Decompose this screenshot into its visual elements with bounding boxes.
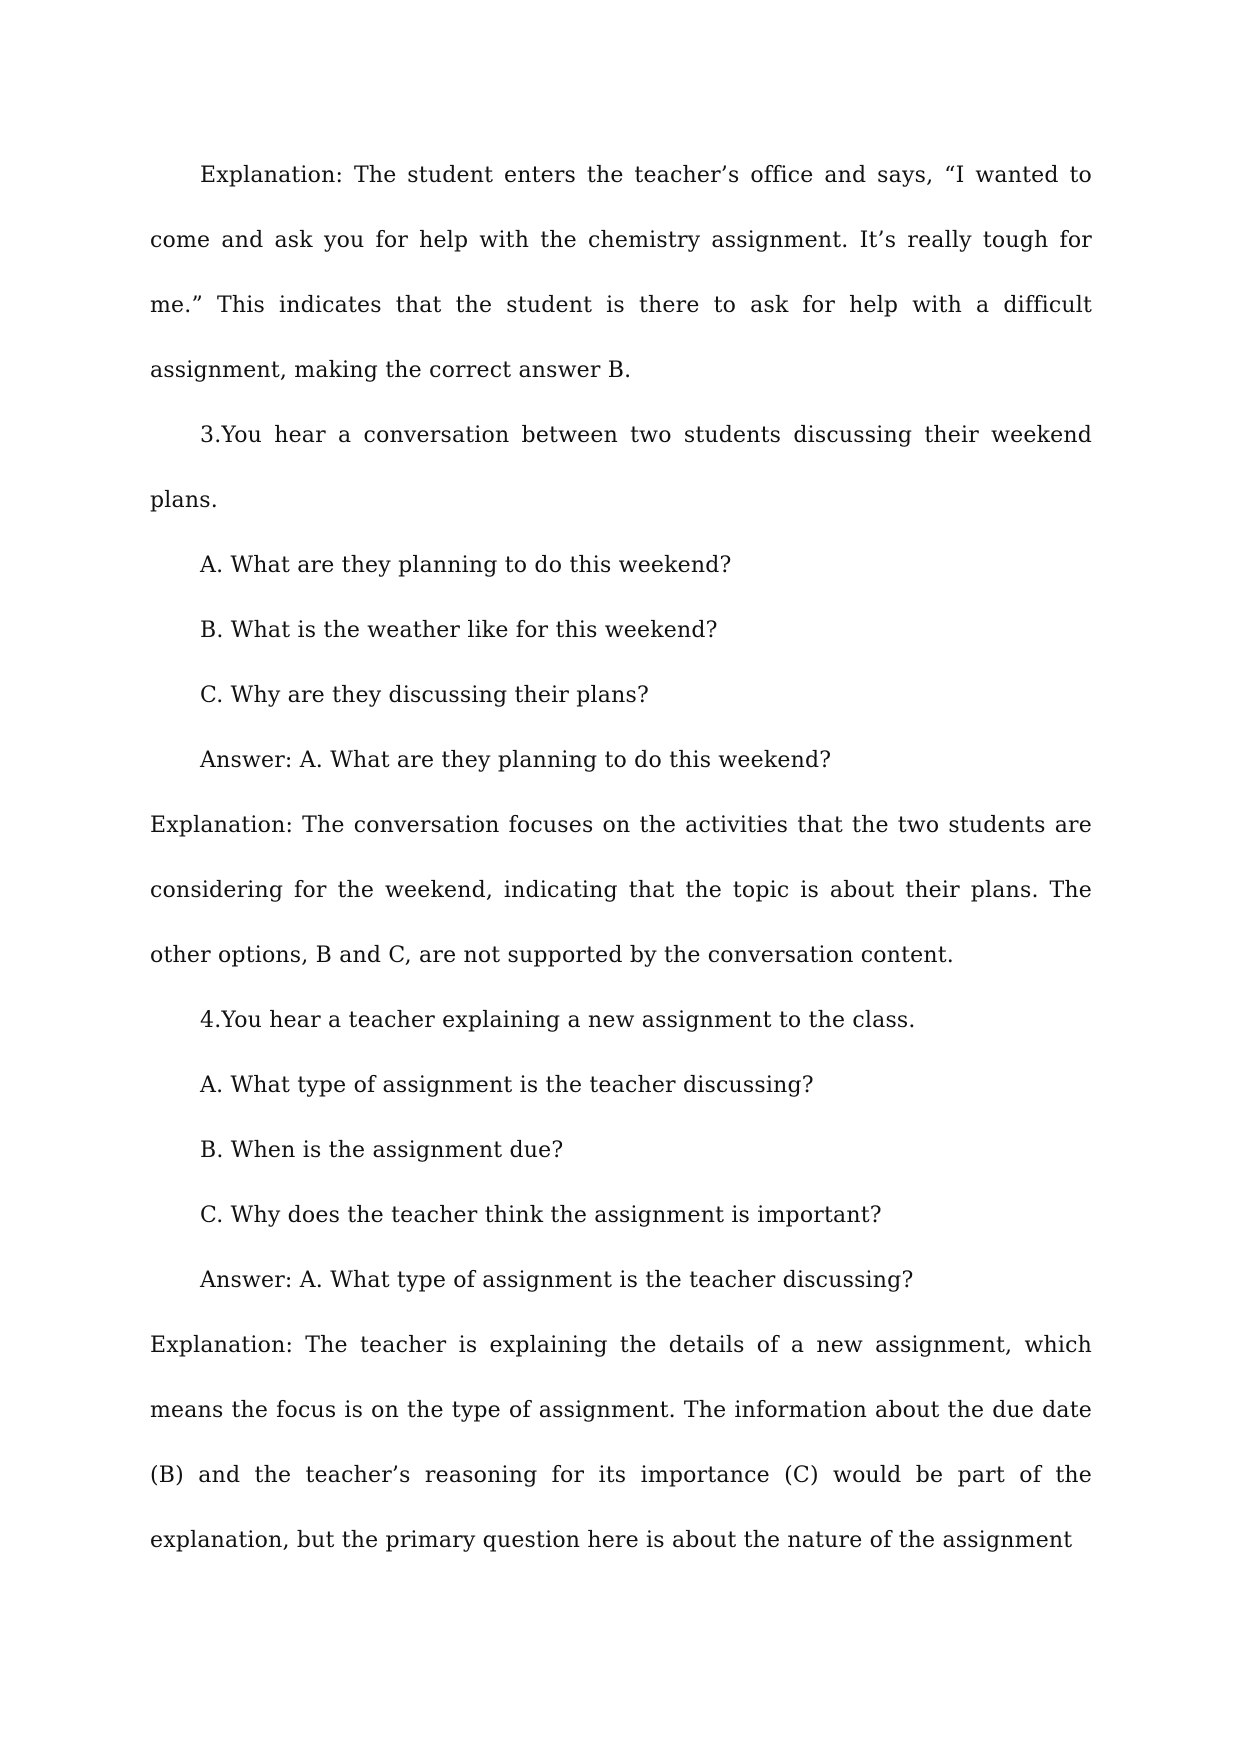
- q4-answer: Answer: A. What type of assignment is the teacher discussing?: [200, 1268, 914, 1293]
- q4-option-a: A. What type of assignment is the teacher discussing?: [200, 1073, 814, 1098]
- q3-option-c: C. Why are they discussing their plans?: [200, 683, 649, 708]
- question-3: 3.You hear a conversation between two students discussing their weekend plans.: [150, 423, 1092, 513]
- explanation-paragraph: Explanation: The teacher is explaining the details of a new assignment, which means the focus is on the type of assignment. The information about the due date (B) and the teacher’s reasoning for its importance (C) would be part of the explanation, but the primary question here is about the nature of the assignment: [150, 1333, 1092, 1553]
- document-body: [150, 143, 1092, 1573]
- q3-option-b: B. What is the weather like for this weekend?: [200, 618, 718, 643]
- q4-option-c: C. Why does the teacher think the assignment is important?: [200, 1203, 882, 1228]
- q3-option-a: A. What are they planning to do this weekend?: [200, 553, 732, 578]
- explanation-paragraph: Explanation: The conversation focuses on the activities that the two students are considering for the weekend, indicating that the topic is about their plans. The other options, B and C, are not supported by the conversation content.: [150, 813, 1092, 968]
- q4-option-b: B. When is the assignment due?: [200, 1138, 564, 1163]
- question-4: 4.You hear a teacher explaining a new assignment to the class.: [200, 1008, 916, 1033]
- q3-answer: Answer: A. What are they planning to do this weekend?: [200, 748, 832, 773]
- explanation-paragraph: Explanation: The student enters the teacher’s office and says, “I wanted to come and ask you for help with the chemistry assignment. It’s really tough for me.” This indicates that the student is there to ask for help with a difficult assignment, making the correct answer B.: [150, 163, 1092, 383]
